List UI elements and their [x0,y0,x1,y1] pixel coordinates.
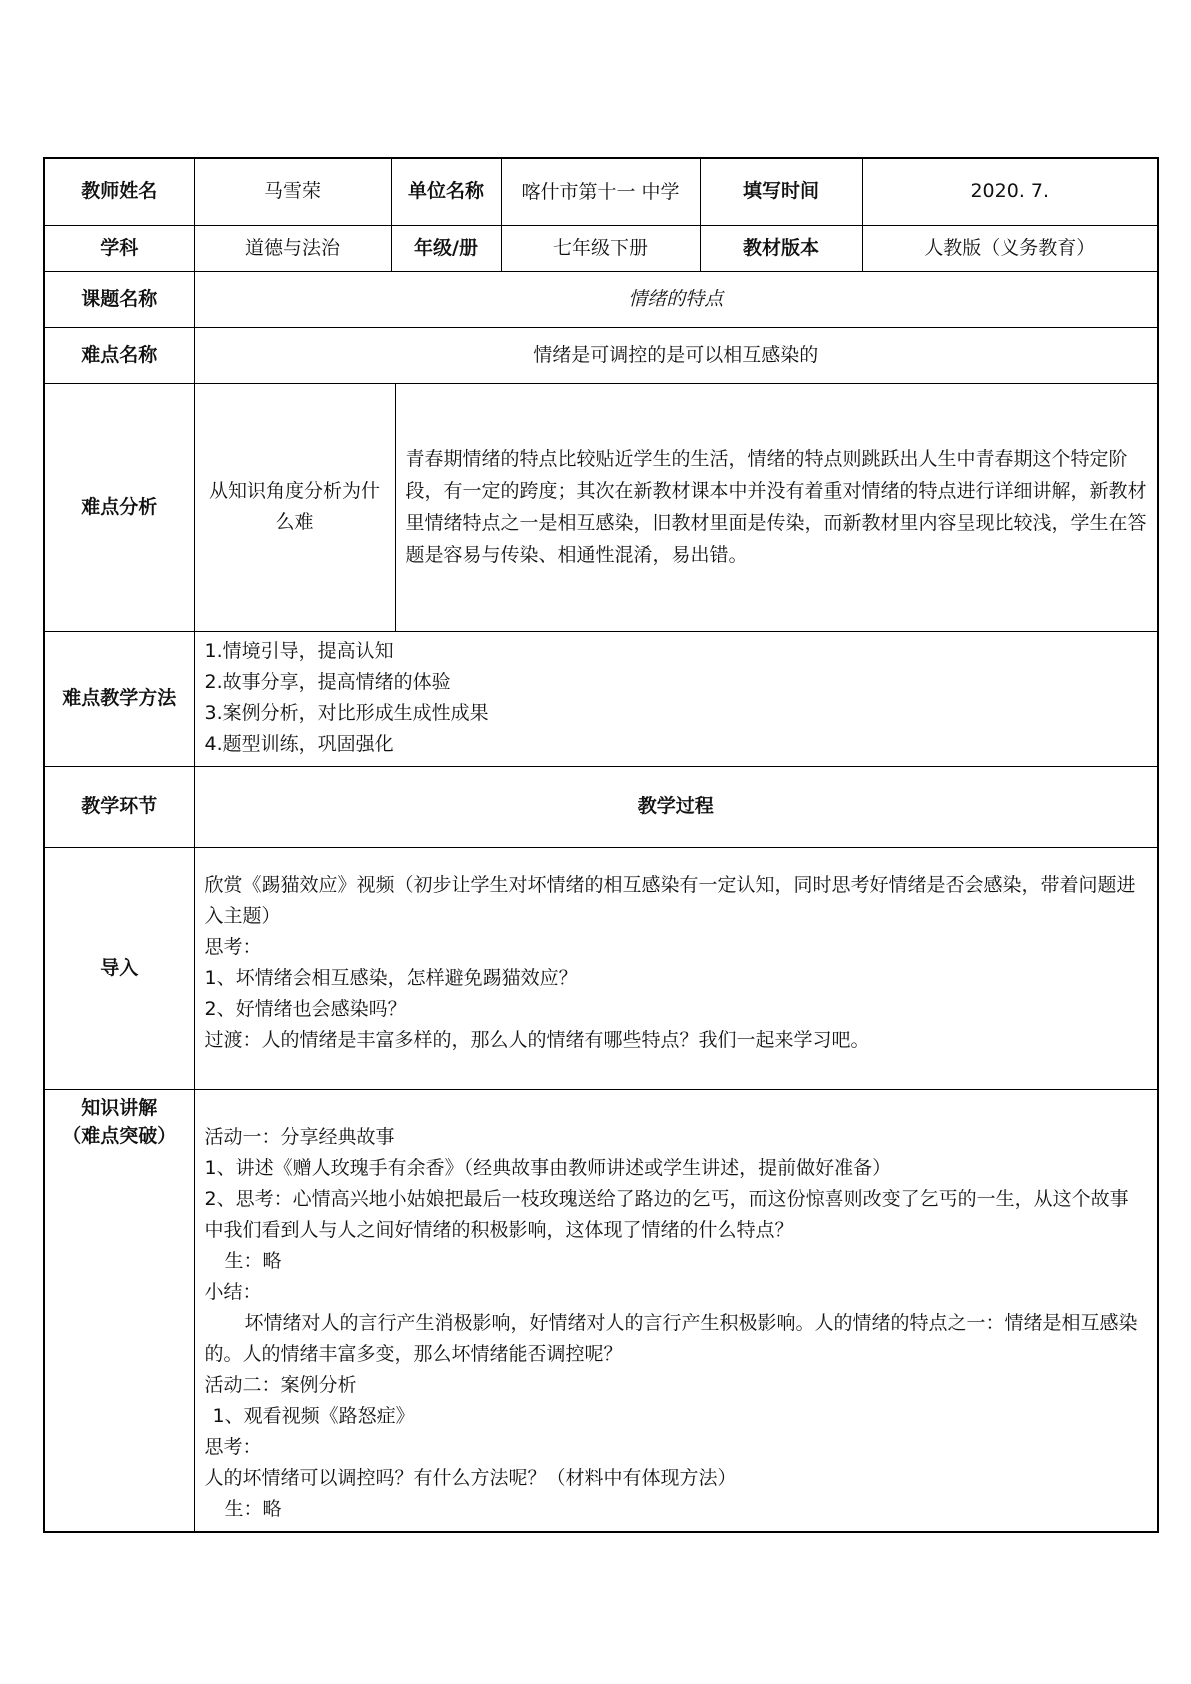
knowledge-line: 1、讲述《赠人玫瑰手有余香》（经典故事由教师讲述或学生讲述，提前做好准备） [204,1156,892,1179]
fill-time-value: 2020. 7. [862,158,1158,225]
knowledge-label [44,1089,194,1532]
teacher-name-value: 马雪荣 [194,158,391,225]
edition-value: 人教版（义务教育） [862,225,1158,271]
teaching-process-title: 教学过程 [194,766,1158,847]
subject-label: 学科 [44,225,194,271]
knowledge-angle-label: 从知识角度分析为什么难 [195,384,396,631]
fill-time-label: 填写时间 [700,158,862,225]
unit-name-label: 单位名称 [391,158,501,225]
knowledge-content [194,1089,1158,1532]
intro-line: 思考： [204,935,262,958]
knowledge-line: 小结： [204,1280,262,1303]
difficulty-name-value: 情绪是可调控的是可以相互感染的 [194,327,1158,383]
knowledge-line: 1、观看视频《路怒症》 [212,1404,415,1427]
knowledge-line: 生：略 [224,1497,282,1520]
knowledge-line: 活动一：分享经典故事 [204,1125,395,1148]
intro-line: 欣赏《踢猫效应》视频（初步让学生对坏情绪的相互感染有一定认知，同时思考好情绪是否会感染，带着问题进入主题） [204,873,1136,927]
knowledge-line: 生：略 [224,1249,282,1272]
topic-label: 课题名称 [44,271,194,327]
intro-line: 1、坏情绪会相互感染，怎样避免踢猫效应？ [204,966,578,989]
knowledge-line: 2、思考：心情高兴地小姑娘把最后一枝玫瑰送给了路边的乞丐，而这份惊喜则改变了乞丐的一生，从这个故事中我们看到人与人之间好情绪的积极影响，这体现了情绪的什么特点？ [204,1187,1129,1241]
difficulty-analysis-label: 难点分析 [44,383,194,631]
grade-value: 七年级下册 [501,225,700,271]
method-item: 3.案例分析，对比形成生成性成果 [204,701,489,724]
difficulty-analysis-cell [194,383,1158,631]
knowledge-line: 人的坏情绪可以调控吗？有什么方法呢？（材料中有体现方法） [204,1466,737,1489]
teacher-name-label: 教师姓名 [44,158,194,225]
knowledge-line: 坏情绪对人的言行产生消极影响，好情绪对人的言行产生积极影响。人的情绪的特点之一：情绪是相互感染的。人的情绪丰富多变，那么坏情绪能否调控呢？ [204,1311,1138,1365]
knowledge-label-line1: 知识讲解 [81,1096,158,1119]
teaching-method-list [194,631,1158,766]
intro-line: 过渡：人的情绪是丰富多样的，那么人的情绪有哪些特点？我们一起来学习吧。 [204,1028,870,1051]
unit-name-value: 喀什市第十一 中学 [501,158,700,225]
teaching-stage-label: 教学环节 [44,766,194,847]
intro-line: 2、好情绪也会感染吗？ [204,997,407,1020]
method-item: 4.题型训练，巩固强化 [204,732,394,755]
method-item: 2.故事分享，提高情绪的体验 [204,670,451,693]
intro-content [194,847,1158,1089]
difficulty-analysis-text: 青春期情绪的特点比较贴近学生的生活，情绪的特点则跳跃出人生中青春期这个特定阶段，有一定的跨度；其次在新教材课本中并没有着重对情绪的特点进行详细讲解，新教材里情绪特点之一是相互感染，旧教材里面是传染，而新教材里内容呈现比较浅，学生在答题是容易与传染、相通性混淆，易出错。 [405,448,1147,566]
knowledge-line: 思考： [204,1435,262,1458]
difficulty-name-label: 难点名称 [44,327,194,383]
lesson-plan-page [43,157,1157,1533]
teaching-method-label: 难点教学方法 [44,631,194,766]
topic-value: 情绪的特点 [194,271,1158,327]
knowledge-line: 活动二：案例分析 [204,1373,357,1396]
edition-label: 教材版本 [700,225,862,271]
knowledge-label-line2: （难点突破） [62,1124,177,1147]
intro-label: 导入 [44,847,194,1089]
grade-label: 年级/册 [391,225,501,271]
lesson-plan-table [43,157,1159,1533]
subject-value: 道德与法治 [194,225,391,271]
method-item: 1.情境引导，提高认知 [204,639,394,662]
